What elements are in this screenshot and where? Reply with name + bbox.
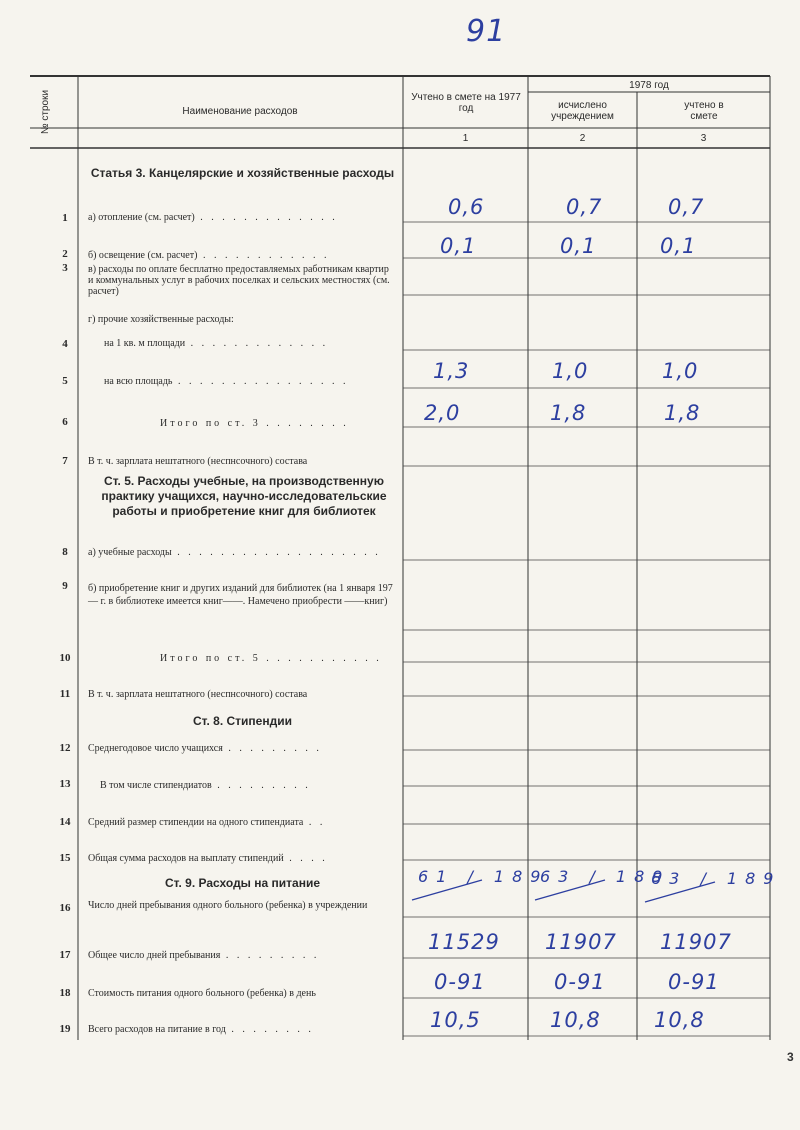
value-cell: 11907 [545, 930, 617, 954]
row-number-header: № строки [40, 89, 51, 135]
row-number: 7 [62, 455, 68, 467]
year-group-header: 1978 год [629, 80, 669, 91]
value-cell: 1,0 [552, 359, 589, 383]
row-label: В т. ч. зарплата нештатного (неспнсочного) состава [88, 689, 308, 700]
row-label: В том числе стипендиатов . . . . . . . . . [100, 780, 311, 791]
row-number: 8 [62, 546, 68, 558]
row-number: 4 [62, 338, 68, 350]
row-number: 10 [59, 652, 71, 664]
value-cell: 11907 [660, 930, 732, 954]
row-number: 17 [59, 949, 71, 961]
value-cell: 0,6 [448, 195, 485, 219]
value-cell: 63 / 189 [540, 867, 671, 886]
section-5-title: Ст. 5. Расходы учебные, на производственную практику учащихся, научно-исследовательские работы и приобретение книг для библиотек [101, 474, 387, 518]
value-cell: 0,1 [560, 234, 597, 258]
row-label: Средний размер стипендии на одного стипендиата . . [88, 817, 326, 828]
page-number-top: 91 [466, 14, 507, 49]
value-cell: 11529 [428, 930, 500, 954]
value-cell: 0,1 [440, 234, 477, 258]
row-label: на всю площадь . . . . . . . . . . . . . . . . [104, 376, 349, 387]
row-number: 18 [59, 987, 71, 999]
row-label: б) приобретение книг и других изданий для библиотек (на 1 января 197— г. в библиотеке имеется книг——. Намечено приобрести ——книг) [88, 583, 393, 607]
row-label: а) учебные расходы . . . . . . . . . . . . . . . . . . . [88, 547, 381, 558]
row-label: Общее число дней пребывания . . . . . . . . . [88, 950, 320, 961]
value-cell: 1,8 [664, 401, 701, 425]
value-cell: 61 / 189 [418, 867, 549, 886]
value-cell: 63 / 189 [651, 869, 782, 888]
row-number: 11 [59, 688, 71, 700]
col-number-2: 2 [579, 133, 586, 144]
row-number: 14 [59, 816, 71, 828]
value-cell: 10,8 [654, 1008, 705, 1032]
page-number-bottom: 3 [787, 1050, 794, 1064]
value-cell: 1,8 [550, 401, 587, 425]
value-cell: 10,8 [550, 1008, 601, 1032]
row-number: 6 [62, 416, 68, 428]
value-cell: 0-91 [434, 970, 486, 994]
value-cell: 0,1 [660, 234, 697, 258]
row-label: на 1 кв. м площади . . . . . . . . . . . . . [104, 338, 329, 349]
value-cell: 10,5 [430, 1008, 481, 1032]
row-label: Всего расходов на питание в год . . . . . . . . [88, 1024, 314, 1035]
row-number: 3 [62, 262, 68, 274]
row-label: Итого по ст. 5 . . . . . . . . . . . [160, 653, 382, 664]
row-number: 15 [59, 852, 71, 864]
row-number: 12 [59, 742, 71, 754]
section-3-title: Статья 3. Канцелярские и хозяйственные расходы [90, 166, 395, 180]
section-9-title: Ст. 9. Расходы на питание [164, 876, 320, 890]
value-cell: 1,0 [662, 359, 699, 383]
row-label: Среднегодовое число учащихся . . . . . . . . . [88, 743, 322, 754]
row-label: а) отопление (см. расчет) . . . . . . . . . . . . . [88, 212, 338, 223]
row-label: Стоимость питания одного больного (ребенка) в день [88, 988, 316, 999]
col-number-3: 3 [700, 133, 707, 144]
col2-header: исчислено учреждением [551, 100, 614, 122]
expense-name-header: Наименование расходов [182, 106, 298, 117]
row-label: г) прочие хозяйственные расходы: [88, 314, 234, 325]
value-cell: 0,7 [668, 195, 705, 219]
row-number: 16 [59, 902, 71, 914]
col3-header: учтено в смете [684, 100, 724, 122]
row-label: В т. ч. зарплата нештатного (неспнсочного) состава [88, 456, 308, 467]
value-cell: 1,3 [433, 359, 470, 383]
row-number: 2 [62, 248, 68, 260]
value-cell: 0,7 [566, 195, 603, 219]
value-cell: 0-91 [668, 970, 720, 994]
row-label: б) освещение (см. расчет) . . . . . . . . . . . . [88, 250, 330, 261]
value-cell: 2,0 [424, 401, 461, 425]
row-label: в) расходы по оплате бесплатно предоставляемых работникам квартир и коммунальных услуг в рабочих поселках и сельских местностях (см. расчет) [88, 264, 390, 297]
row-number: 1 [62, 212, 68, 224]
col-number-1: 1 [462, 133, 469, 144]
row-label: Число дней пребывания одного больного (ребенка) в учреждении [88, 900, 368, 911]
row-label: Общая сумма расходов на выплату стипендий . . . . [88, 853, 328, 864]
value-cell: 0-91 [554, 970, 606, 994]
col1-header: Учтено в смете на 1977 год [411, 92, 521, 114]
row-label: Итого по ст. 3 . . . . . . . . [160, 418, 349, 429]
row-number: 19 [59, 1023, 71, 1035]
row-number: 9 [62, 580, 68, 592]
row-number: 13 [59, 778, 71, 790]
row-number: 5 [62, 375, 68, 387]
section-8-title: Ст. 8. Стипендии [193, 714, 292, 728]
